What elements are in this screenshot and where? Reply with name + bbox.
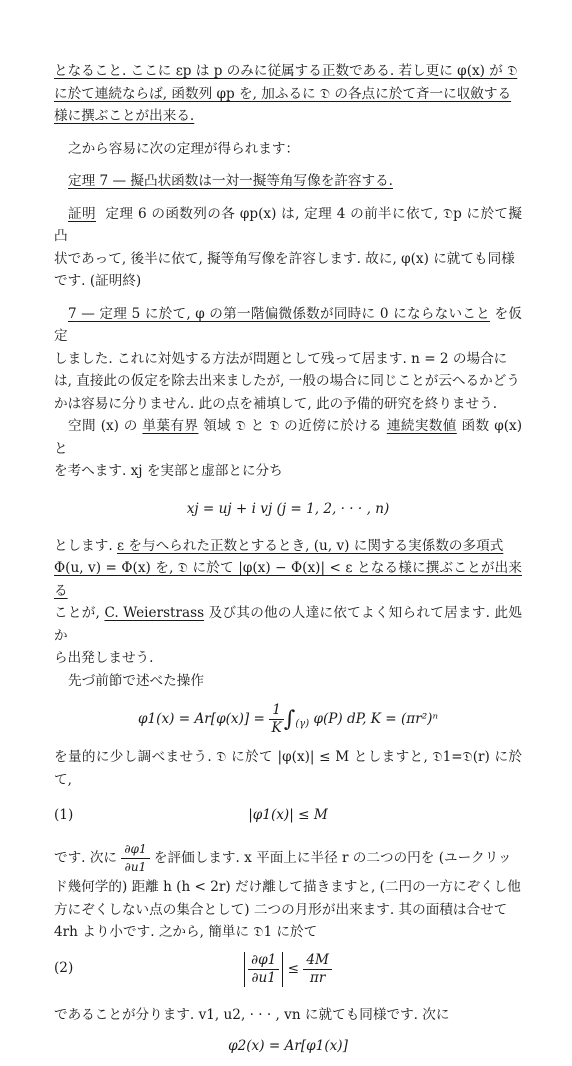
- text-span: 空間 (x) の: [68, 418, 143, 434]
- equation-body: [54, 952, 522, 987]
- section-text: を仮定: [54, 305, 522, 344]
- proof-text: 定理 6 の函数列の各 φp(x) は, 定理 4 の前半に依て, 𝔇p に於て擬凸: [54, 205, 522, 244]
- eq-left: φ1(x) = Ar[φ(x)] =: [138, 711, 270, 727]
- text-span: です. 次に: [54, 850, 122, 866]
- fraction: [269, 702, 284, 737]
- text-line: を考へます. xj を実部と虚部とに分ち: [54, 463, 283, 479]
- proof-label: 証明: [68, 205, 96, 222]
- section-number: 7: [68, 305, 77, 322]
- absolute-value: [244, 952, 283, 987]
- text-line: [54, 602, 522, 647]
- underlined-text: ε を与へられた正数とするとき, (u, v) に関する実係数の多項式: [117, 537, 504, 554]
- text-line: ら出発しませう.: [54, 650, 154, 666]
- text-span: 函数 φ(x) と: [54, 418, 523, 457]
- text-line: に於て連続ならば, 函数列 φp を, 加ふるに 𝔇 の各点に於て斉一に収斂する: [54, 85, 512, 102]
- section-7-line: [54, 303, 522, 348]
- numerator: 1: [269, 702, 284, 720]
- proof-line: [54, 203, 522, 248]
- relation: ≤: [283, 960, 304, 977]
- text-line: となること. ここに εp は p のみに従属する正数である. 若し更に φ(x) が 𝔇: [54, 63, 518, 79]
- integral-sign: ∫: [283, 706, 296, 732]
- theorem-statement: [54, 170, 522, 193]
- text-line: を量的に少し調べませう. 𝔇 に於て |φ(x)| ≤ M としますと, 𝔇1=𝔇(r) に於て,: [54, 749, 522, 788]
- equation-body: |φ1(x)| ≤ M: [248, 807, 328, 823]
- text-span: ことが,: [54, 605, 105, 621]
- numerator: ∂φ1: [121, 841, 149, 859]
- text-line: Φ(u, v) = Φ(x) を, 𝔇 に於て |φ(x) − Φ(x)| < ε となる様に撰ぶことが出来る: [54, 560, 522, 599]
- proof-line: です. (証明終): [54, 273, 142, 289]
- underlined-term: 単葉有界: [142, 418, 199, 434]
- fraction: [303, 952, 332, 987]
- text-span: 及び其の他の人達に依てよく知られて居ます. 此処か: [54, 605, 522, 644]
- text-span: とします.: [54, 537, 118, 554]
- equation-phi1: [54, 692, 522, 746]
- text-line: 方にぞくしない点の集合として) 二つの月形が出来ます. 其の面積は合せて: [54, 901, 508, 918]
- numerator: ∂φ1: [248, 952, 279, 970]
- text-line: であることが分ります. v1, u2, · · · , vn に就ても同様です. 次に: [54, 1006, 450, 1023]
- equation-1: [54, 795, 522, 835]
- equation-tag: (2): [54, 959, 74, 976]
- text-line: かは容易に分りません. 此の点を補填して, 此の予備的研究を終りませう.: [54, 395, 498, 412]
- denominator: ∂u1: [124, 860, 147, 874]
- denominator: ∂u1: [251, 969, 276, 986]
- theorem-text: 定理 7 — 擬凸状函数は一対一擬等角写像を許容する.: [68, 173, 393, 189]
- text-line: ド幾何学的) 距離 h (h < 2r) だけ離して描きますと, (二円の一方にぞくし他: [54, 879, 521, 895]
- paper-page: [54, 60, 522, 1066]
- denominator: K: [271, 720, 282, 736]
- equation-tag: (1): [54, 807, 74, 823]
- denominator: πr: [309, 969, 326, 986]
- text-line: 之から容易に次の定理が得られます：: [68, 140, 300, 157]
- author-name: C. Weierstrass: [104, 605, 205, 621]
- section-text: — 定理 5 に於て, φ の第一階偏微係数が同時に 0 にならないこと: [76, 305, 490, 322]
- text-line: [54, 535, 522, 558]
- text-span: を評価します. x 平面上に半径 r の二つの円を (ユークリッ: [149, 850, 512, 866]
- equation-xj: xj = uj + i vj (j = 1, 2, · · · , n): [186, 500, 390, 517]
- fraction: [248, 952, 279, 987]
- underlined-term: 連続実数値: [386, 418, 457, 434]
- text-line: [54, 105, 522, 128]
- text-line: 先づ前節で述べた操作: [68, 672, 204, 689]
- numerator: 4M: [303, 952, 332, 970]
- text-span: 領域 𝔇 と 𝔇 の近傍に於ける: [198, 418, 387, 434]
- text-line: しました. これに対処する方法が問題として残って居ます. n = 2 の場合に: [54, 350, 508, 367]
- eq-right: φ(P) dP, K = (πr²)ⁿ: [309, 711, 438, 727]
- proof-line: 状であって, 後半に依て, 擬等角写像を許容します. 故に, φ(x) に就ても同様: [54, 250, 515, 267]
- text-line: 4rh より小です. 之から, 簡単に 𝔇1 に於て: [54, 924, 318, 940]
- equation-phi2: φ2(x) = Ar[φ1(x)]: [228, 1038, 348, 1054]
- text-line: は, 直接此の仮定を除去出来ましたが, 一般の場合に同じことが云へるかどう: [54, 373, 520, 389]
- underlined-text: 様に撰ぶことが出来る.: [54, 108, 195, 124]
- text-line: [54, 415, 522, 460]
- text-line: [54, 841, 522, 876]
- integral-domain: (γ): [295, 718, 310, 730]
- fraction: [121, 841, 149, 876]
- equation-2: [54, 944, 522, 1000]
